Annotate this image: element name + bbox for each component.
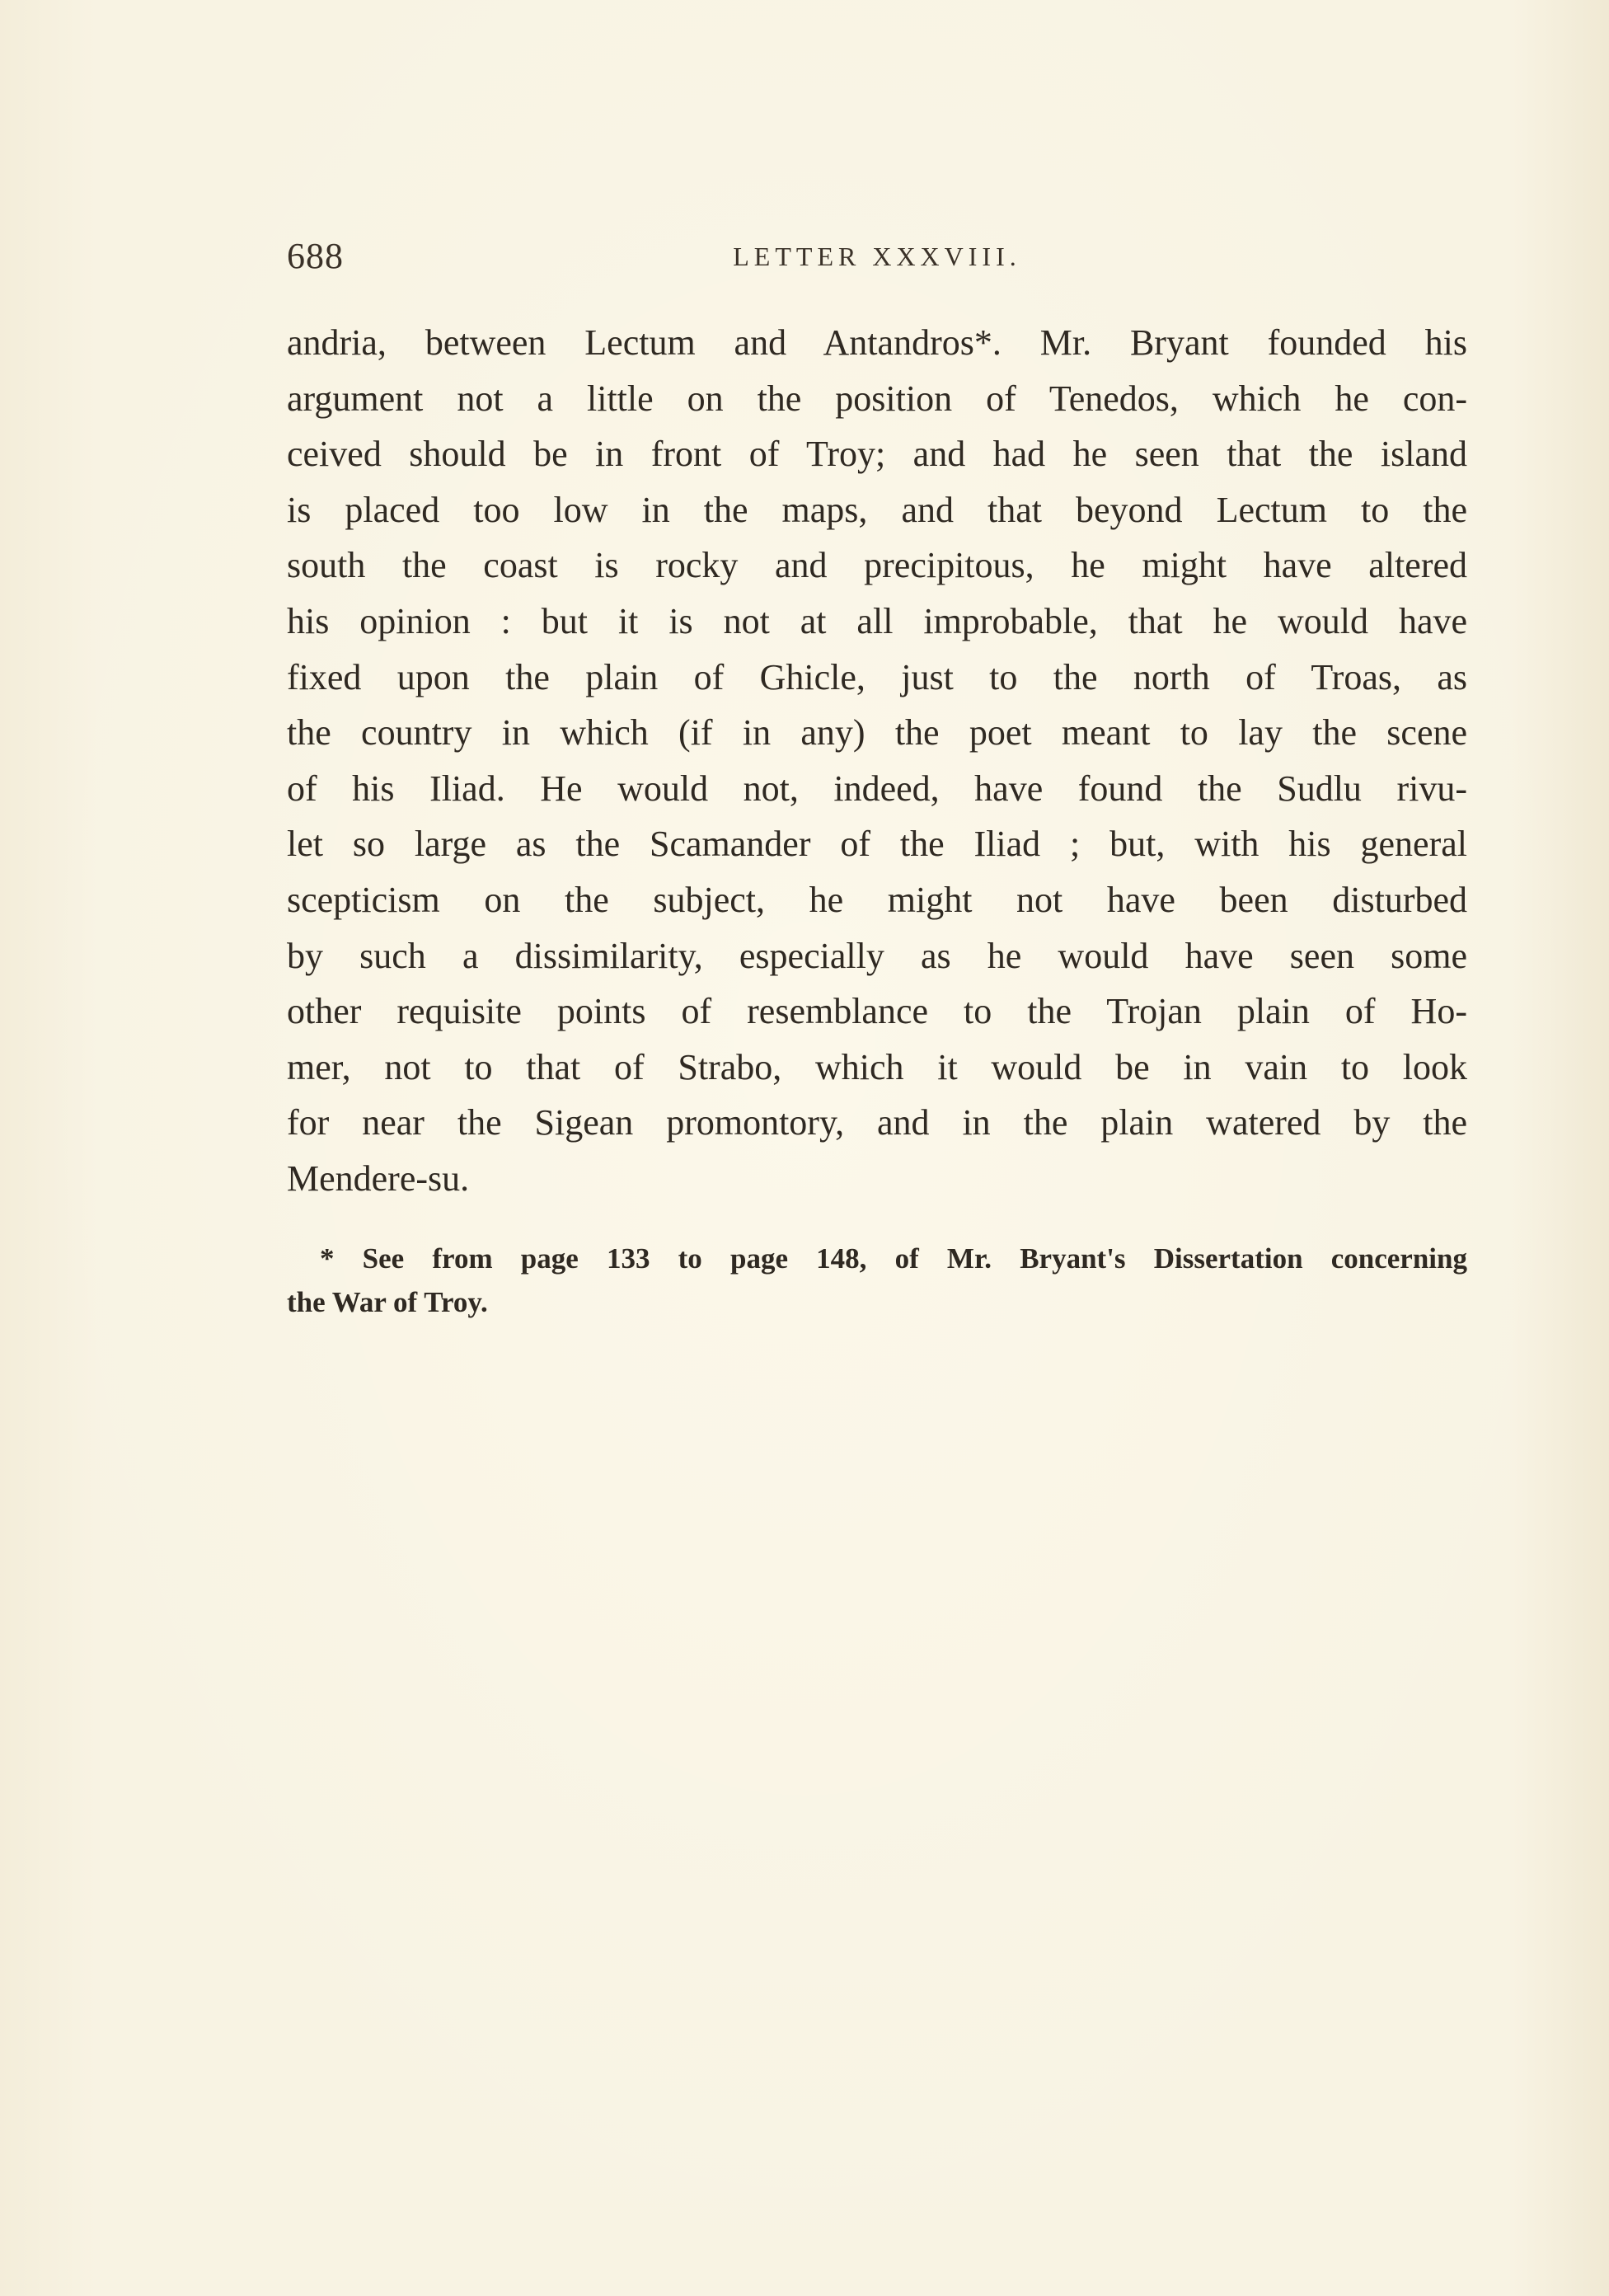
text-line: his opinion : but it is not at all improbable, that he would have	[287, 600, 1467, 641]
text-line: by such a dissimilarity, especially as he would have seen some	[287, 935, 1467, 976]
text-line: ceived should be in front of Troy; and had he seen that the island	[287, 434, 1467, 475]
running-head	[287, 235, 1467, 284]
text-line: the country in which (if in any) the poet meant to lay the scene	[287, 712, 1467, 754]
text-line: is placed too low in the maps, and that beyond Lectum to the	[287, 489, 1467, 530]
footnote-line: the War of Troy.	[287, 1286, 488, 1318]
text-line: mer, not to that of Strabo, which it would be in vain to look	[287, 1046, 1467, 1087]
body-paragraph	[287, 315, 1467, 1207]
text-line: south the coast is rocky and precipitous, he might have altered	[287, 545, 1467, 586]
text-line: andria, between Lectum and Antandros*. Mr. Bryant founded his	[287, 322, 1467, 363]
text-line: argument not a little on the position of Tenedos, which he con-	[287, 378, 1467, 419]
text-line: let so large as the Scamander of the Iliad ; but, with his general	[287, 824, 1467, 865]
text-line: for near the Sigean promontory, and in the plain watered by the	[287, 1102, 1467, 1143]
page-number: 688	[287, 236, 344, 276]
running-title: LETTER XXXVIII.	[733, 242, 1021, 271]
footnote-line: * See from page 133 to page 148, of Mr. Bryant's Dissertation concerning	[320, 1242, 1467, 1275]
text-line: Mendere-su.	[287, 1157, 470, 1199]
text-line: fixed upon the plain of Ghicle, just to the north of Troas, as	[287, 656, 1467, 697]
text-line: of his Iliad. He would not, indeed, have found the Sudlu rivu-	[287, 768, 1467, 809]
text-line: other requisite points of resemblance to the Trojan plain of Ho-	[287, 991, 1467, 1032]
footnote	[287, 1237, 1467, 1324]
text-line: scepticism on the subject, he might not have been disturbed	[287, 879, 1467, 920]
